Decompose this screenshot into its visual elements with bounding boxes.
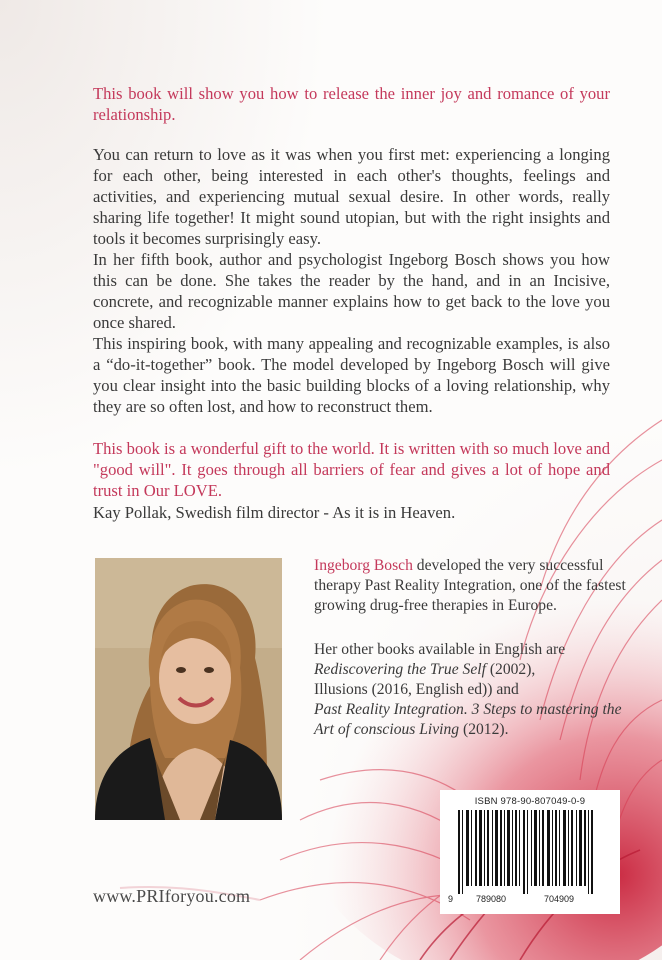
intro-text: This book will show you how to release the inner joy and romance of your relationship. [93, 84, 610, 124]
quote-attribution: Kay Pollak, Swedish film director - As it is in Heaven. [93, 503, 456, 522]
isbn-label: ISBN 978-90-807049-0-9 [474, 796, 586, 807]
paragraph-return-to-love: You can return to love as it was when you first met: experiencing a longing for each other, being interested in each other's thoughts, feelings and activities, and experiencing mutual sexual desire. In other words, really sharing life together! It might sound utopian, but with the right insights and tools it becomes surprisingly easy. [93, 145, 610, 248]
endorsement-quote: This book is a wonderful gift to the world. It is written with so much love and "good will". It goes through all barriers of fear and gives a lot of hope and trust in Our LOVE. [93, 439, 610, 500]
paragraph-fifth-book: In her fifth book, author and psychologist Ingeborg Bosch shows you how this can be done. She takes the reader by the hand, and in an Incisive, concrete, and recognizable manner explains how to get back to the love you once shared. [93, 250, 610, 332]
paragraph-inspiring: This inspiring book, with many appealing and recognizable examples, is also a “do-it-together” book. The model developed by Ingeborg Bosch will give you clear insight into the basic building blocks of a loving relationship, why they are so often lost, and how to reconstruct them. [93, 334, 610, 416]
barcode-bars [448, 810, 612, 894]
book1-title: Rediscovering the True Self [314, 661, 486, 678]
book2: Illusions (2016, English ed)) and [314, 681, 519, 698]
book3-year: (2012). [459, 721, 509, 738]
website-link[interactable]: www.PRIforyou.com [93, 886, 251, 906]
author-bio-text: developed the very successful therapy Past Reality Integration, one of the fastest growing drug-free therapies in Europe. [314, 557, 626, 614]
author-bio [314, 556, 644, 616]
author-photo [95, 558, 282, 820]
author-name: Ingeborg Bosch [314, 557, 413, 574]
barcode-digit-lead: 9 [448, 894, 454, 904]
barcode-digits-left: 789080 [476, 894, 507, 904]
other-books [314, 640, 644, 740]
isbn-barcode [440, 790, 620, 914]
book3-title: Past Reality Integration. 3 Steps to mastering the Art of conscious Living [314, 701, 622, 738]
other-books-intro: Her other books available in English are [314, 641, 566, 658]
book1-year: (2002), [485, 661, 536, 678]
barcode-digits-right: 704909 [544, 894, 575, 904]
